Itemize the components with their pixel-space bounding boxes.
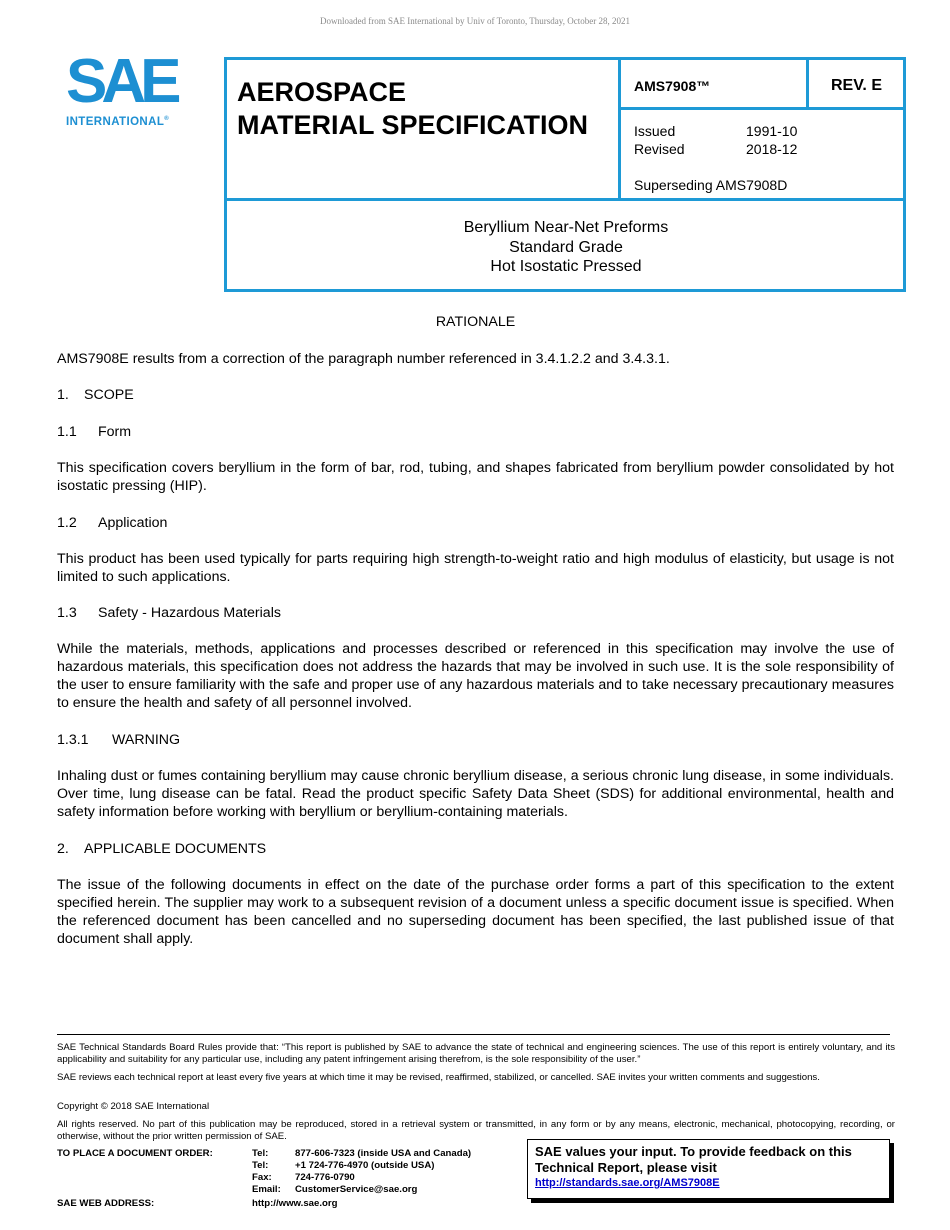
rights-text: All rights reserved. No part of this publication may be reproduced, stored in a retrieval system or transmitted, in any form or by any means, electronic, mechanical, photocopying, recording, or otherwise, without the prior written permission of SAE. [57,1119,895,1142]
review-text: SAE reviews each technical report at least every five years at which time it may be revised, reaffirmed, stabilized, or cancelled. SAE invites your written comments and suggestions. [57,1072,820,1083]
order-label: TO PLACE A DOCUMENT ORDER: [57,1148,213,1159]
section-1-3-text: While the materials, methods, applications and processes described or referenced in this specification may involve the use of hazardous materials, this specification does not address the hazards that may be involved in such use. It is the sole responsibility of the user to ensure familiarity with the safe and proper use of any hazardous materials and to take necessary precautionary measures to ensure the health and safety of all personnel involved. [57,641,894,711]
logo-subtitle: INTERNATIONAL® [66,116,170,128]
section-2-text: The issue of the following documents in effect on the date of the purchase order forms a part of this specification to the extent specified herein. The supplier may work to a subsequent revision of a document unless a specific document issue is specified. When the referenced document has been cancelled and no superseding document has been specified, the last published issue of that document shall apply. [57,877,894,947]
section-2-number: 2. [57,841,69,857]
section-1-1-text: This specification covers beryllium in the form of bar, rod, tubing, and shapes fabricated from beryllium powder consolidated by hot isostatic pressing (HIP). [57,460,894,494]
header-rev-divider [806,57,809,109]
header-column-divider [618,57,621,200]
section-1-3-title: Safety - Hazardous Materials [98,605,281,621]
contact-fax: 724-776-0790 [295,1172,355,1183]
superseding: Superseding AMS7908D [634,177,788,193]
rationale-text: AMS7908E results from a correction of the paragraph number referenced in 3.4.1.2.2 and 3.4.3.1. [57,351,670,367]
contact-email[interactable]: CustomerService@sae.org [295,1184,418,1195]
contact-tel-domestic: 877-606-7323 (inside USA and Canada) [295,1148,472,1159]
web-address-link[interactable]: http://www.sae.org [252,1198,338,1209]
header-divider [224,198,906,201]
footer-rule [57,1034,890,1035]
copyright: Copyright © 2018 SAE International [57,1101,210,1112]
web-label: SAE WEB ADDRESS: [57,1198,155,1209]
header-docnum-divider [618,107,906,110]
section-1-2-title: Application [98,515,168,531]
section-1-3-number: 1.3 [57,605,77,621]
contact-values [295,1148,471,1196]
issued-value: 1991-10 [746,123,798,139]
contact-tel-intl: +1 724-776-4970 (outside USA) [295,1160,435,1171]
section-1-1-number: 1.1 [57,424,77,440]
section-1-3-1-text: Inhaling dust or fumes containing beryllium may cause chronic beryllium disease, a serious chronic lung disease, in some individuals. Over time, lung disease can be fatal. Read the product specific Safety Data Sheet (SDS) for additional environmental, health and safety information before working with beryllium or beryllium-containing materials. [57,768,894,820]
download-note: Downloaded from SAE International by Univ of Toronto, Thursday, October 28, 2021 [320,16,630,26]
section-1-2-number: 1.2 [57,515,77,531]
section-2-title: APPLICABLE DOCUMENTS [84,841,267,857]
issued-label: Issued [634,123,676,139]
board-rules-text: SAE Technical Standards Board Rules provide that: “This report is published by SAE to advance the state of technical and engineering sciences. The use of this report is entirely voluntary, and its applicability and suitability for any particular use, including any patent infringement arising therefrom, is the sole responsibility of the user.” [57,1042,895,1065]
section-1-number: 1. [57,387,69,403]
section-1-3-1-number: 1.3.1 [57,732,89,748]
section-1-3-1-title: WARNING [112,732,181,748]
spec-title: AEROSPACE MATERIAL SPECIFICATION [237,77,588,140]
contact-labels: Tel: Tel: Fax: Email: [252,1148,281,1195]
spec-subtitle: Beryllium Near-Net Preforms Standard Grade Hot Isostatic Pressed [463,219,669,275]
feedback-link[interactable]: http://standards.sae.org/AMS7908E [535,1177,720,1189]
doc-number: AMS7908™ [634,78,711,94]
sae-logo [66,47,196,134]
section-1-2-text: This product has been used typically for parts requiring high strength-to-weight ratio and high modulus of elasticity, but usage is not limited to such applications. [57,551,894,585]
revised-value: 2018-12 [746,141,798,157]
feedback-text: SAE values your input. To provide feedback on this Technical Report, please visit [535,1144,852,1175]
rationale-heading: RATIONALE [435,314,516,330]
section-1-title: SCOPE [84,387,134,403]
section-1-1-title: Form [98,424,132,440]
feedback-box [527,1139,890,1199]
revised-label: Revised [634,141,685,157]
logo-letters: SAE [66,47,176,116]
revision: REV. E [831,77,882,94]
